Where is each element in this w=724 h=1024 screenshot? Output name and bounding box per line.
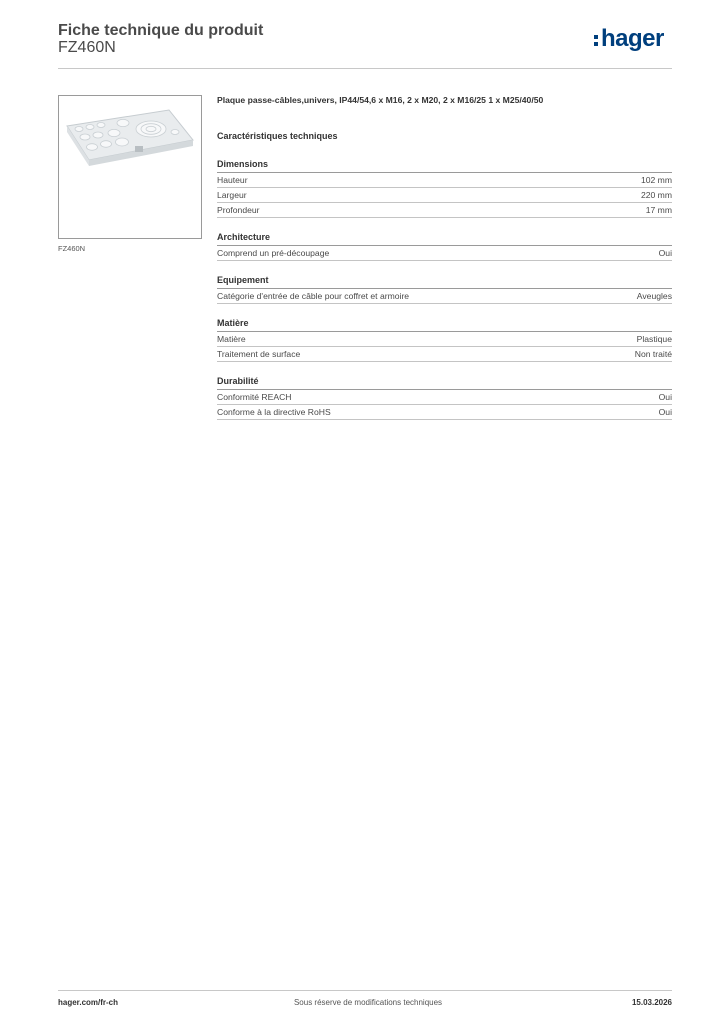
spec-group-dimensions: [217, 159, 672, 218]
product-description: Plaque passe-câbles,univers, IP44/54,6 x M16, 2 x M20, 2 x M16/25 1 x M25/40/50: [217, 95, 544, 105]
spec-group-architecture: [217, 232, 672, 261]
spec-label: Matière: [217, 334, 246, 344]
spec-label: Conforme à la directive RoHS: [217, 407, 331, 417]
logo-dots-icon: [594, 27, 599, 46]
spec-label: Largeur: [217, 190, 247, 200]
hager-logo: [594, 27, 664, 51]
spec-value: 17 mm: [645, 205, 672, 215]
footer-notice: Sous réserve de modifications techniques: [293, 998, 443, 1007]
spec-value: Aveugles: [636, 291, 672, 301]
spec-group-title: Dimensions: [217, 159, 672, 173]
footer-website-link[interactable]: hager.com/fr-ch: [58, 998, 119, 1007]
page-title: Fiche technique du produit: [58, 22, 264, 39]
spec-value: Non traité: [634, 349, 672, 359]
spec-value: Oui: [658, 392, 672, 402]
spec-group-title: Equipement: [217, 275, 672, 289]
spec-row: [217, 289, 672, 304]
footer-divider: [58, 990, 672, 991]
product-reference: FZ460N: [58, 39, 116, 56]
spec-row: [217, 203, 672, 218]
spec-value: Oui: [658, 248, 672, 258]
footer-date: 15.03.2026: [631, 998, 672, 1007]
spec-label: Catégorie d'entrée de câble pour coffret et armoire: [217, 291, 410, 301]
product-image: [58, 95, 202, 239]
spec-row: [217, 173, 672, 188]
spec-label: Conformité REACH: [217, 392, 292, 402]
spec-group-equipement: [217, 275, 672, 304]
spec-label: Traitement de surface: [217, 349, 301, 359]
spec-group-title: Architecture: [217, 232, 672, 246]
spec-row: [217, 347, 672, 362]
spec-value: 102 mm: [640, 175, 672, 185]
spec-row: [217, 188, 672, 203]
technical-sheet: [217, 95, 672, 434]
product-image-caption: FZ460N: [58, 244, 86, 253]
spec-label: Profondeur: [217, 205, 260, 215]
spec-group-title: Durabilité: [217, 376, 672, 390]
spec-group-title: Matière: [217, 318, 672, 332]
logo-text: hager: [601, 25, 664, 52]
cable-gland-plate-illustration: [59, 96, 201, 238]
specs-heading: Caractéristiques techniques: [217, 131, 338, 141]
spec-group-matiere: [217, 318, 672, 362]
spec-row: [217, 390, 672, 405]
spec-value: Oui: [658, 407, 672, 417]
spec-label: Hauteur: [217, 175, 248, 185]
spec-value: Plastique: [636, 334, 672, 344]
spec-row: [217, 332, 672, 347]
spec-group-durabilite: [217, 376, 672, 420]
spec-label: Comprend un pré-découpage: [217, 248, 330, 258]
spec-value: 220 mm: [640, 190, 672, 200]
header-divider: [58, 68, 672, 69]
spec-row: [217, 405, 672, 420]
spec-row: [217, 246, 672, 261]
